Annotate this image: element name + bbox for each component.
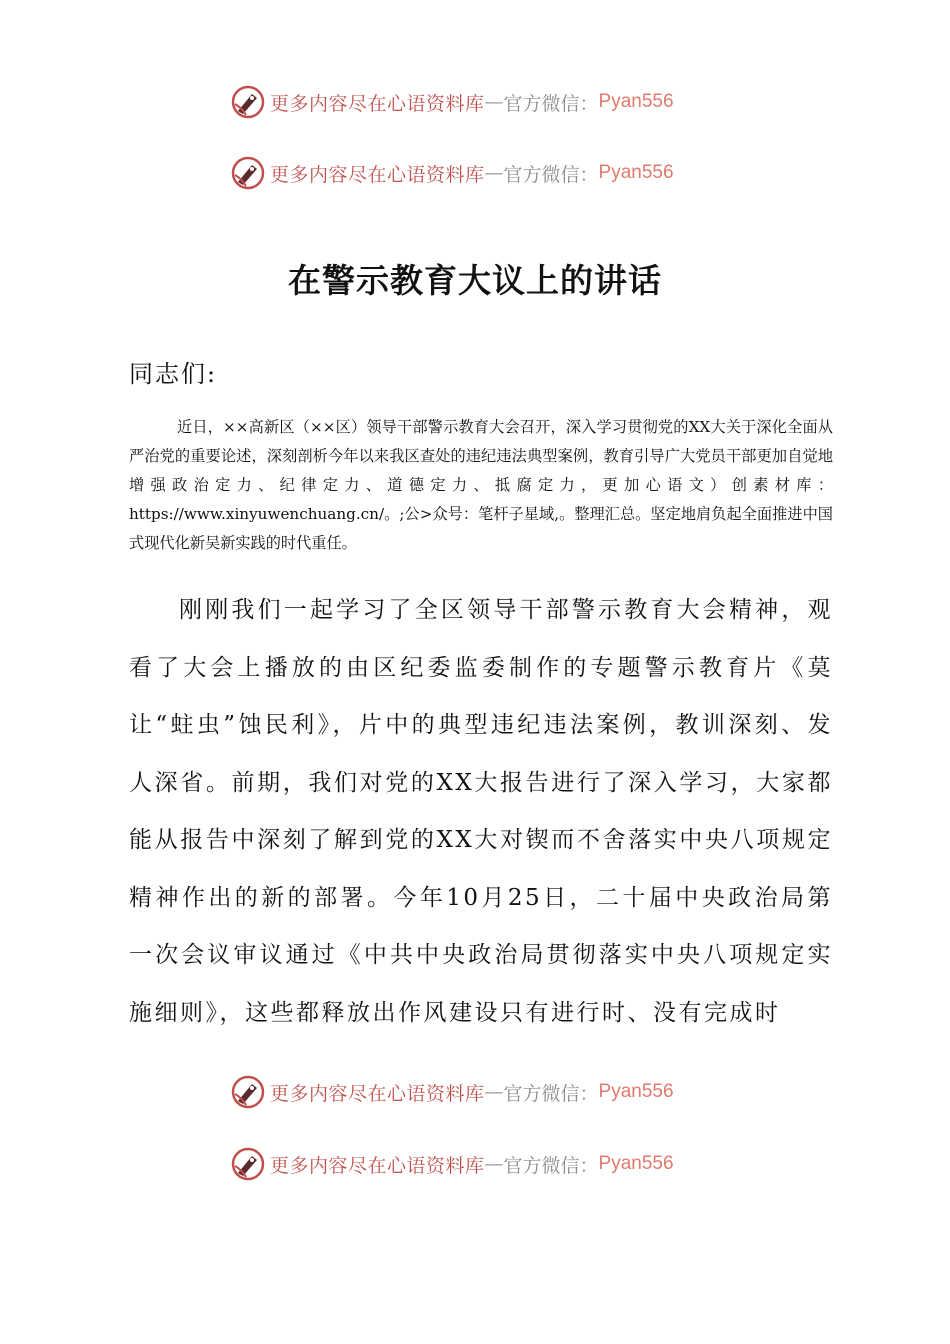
banner-text: 更多内容尽在心语资料库 <box>270 163 485 186</box>
banner-separator: — <box>484 91 504 113</box>
banner-wechat-id: Pyan556 <box>598 162 674 183</box>
banner-separator: — <box>484 1153 504 1175</box>
page-title: 在警示教育大议上的讲话 <box>288 261 662 300</box>
banner-wechat-label: 官方微信： <box>503 1082 599 1105</box>
salutation: 同志们: <box>129 360 218 388</box>
body-paragraph: 刚刚我们一起学习了全区领导干部警示教育大会精神，观看了大会上播放的由区纪委监委制作的专题警示教育片《莫让“蛀虫”蚀民利》，片中的典型违纪违法案例，教训深刻、发人深省。前期，我们对党的XX大报告进行了深入学习，大家都能从报告中深刻了解到党的XX大对锲而不舍落实中央八项规定精神作出的新的部署。今年10月25日，二十届中央政治局第一次会议审议通过《中共中央政治局贯彻落实中央八项规定实施细则》，这些都释放出作风建设只有进行时、没有完成时 <box>129 597 833 1026</box>
pen-nib-logo-icon <box>230 1146 266 1182</box>
banner-wechat-id: Pyan556 <box>598 1153 674 1174</box>
banner-text: 更多内容尽在心语资料库 <box>270 1154 485 1177</box>
watermark-banner-bottom-2 <box>230 1144 674 1184</box>
pen-nib-logo-icon <box>230 155 266 191</box>
banner-wechat-label: 官方微信： <box>503 92 599 115</box>
banner-wechat-label: 官方微信： <box>503 1154 599 1177</box>
watermark-banner-top-2 <box>230 153 674 193</box>
banner-wechat-label: 官方微信： <box>503 163 599 186</box>
banner-wechat-id: Pyan556 <box>598 1081 674 1102</box>
intro-paragraph: 近日，××高新区（××区）领导干部警示教育大会召开，深入学习贯彻党的XX大关于深化全面从严治党的重要论述，深刻剖析今年以来我区查处的违纪违法典型案例，教育引导广大党员干部更加自觉地增强政治定力、纪律定力、道德定力、抵腐定力，更加心语文）创素材库：https://www.xinyuwenchuang.cn/。;公>众号：笔杆子星域,。整理汇总。坚定地肩负起全面推进中国式现代化新吴新实践的时代重任。 <box>129 418 833 552</box>
pen-nib-logo-icon <box>230 1074 266 1110</box>
watermark-banner-bottom-1 <box>230 1072 674 1112</box>
banner-text: 更多内容尽在心语资料库 <box>270 92 485 115</box>
pen-nib-logo-icon <box>230 84 266 120</box>
banner-text: 更多内容尽在心语资料库 <box>270 1082 485 1105</box>
banner-wechat-id: Pyan556 <box>598 91 674 112</box>
banner-separator: — <box>484 1081 504 1103</box>
watermark-banner-top-1 <box>230 82 674 122</box>
banner-separator: — <box>484 162 504 184</box>
